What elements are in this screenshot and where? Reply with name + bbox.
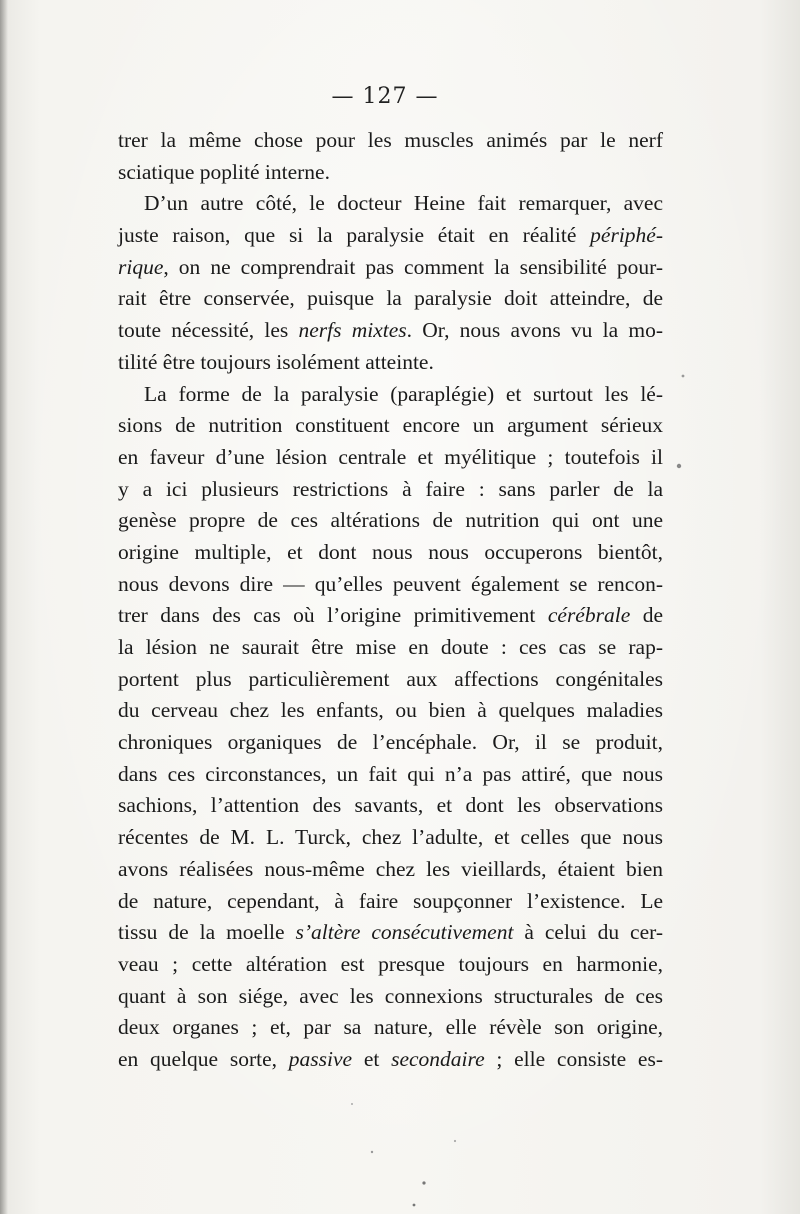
text-segment: quant à son siége, avec les connexions structurales de ces	[118, 983, 663, 1008]
text-line	[118, 695, 663, 727]
italic-text: s’altère consécutivement	[295, 920, 514, 945]
text-line	[118, 600, 663, 632]
text-segment: trer dans des cas où l’origine primitivement	[118, 603, 548, 628]
text-segment: veau ; cette altération est presque toujours en harmonie,	[118, 951, 663, 976]
text-line	[118, 252, 663, 284]
text-segment: origine multiple, et dont nous nous occuperons bientôt,	[118, 539, 663, 564]
text-line	[118, 347, 663, 379]
text-line	[118, 505, 663, 537]
text-segment: , on ne comprendrait pas comment la sensibilité pour-	[163, 254, 663, 279]
text-line	[118, 125, 663, 157]
text-segment: tilité être toujours isolément atteinte.	[118, 349, 434, 374]
italic-text: cérébrale	[547, 603, 631, 628]
text-line	[118, 188, 663, 220]
text-segment: sions de nutrition constituent encore un argument sérieux	[118, 413, 663, 438]
text-segment: juste raison, que si la paralysie était en réalité	[118, 223, 591, 248]
body-text	[118, 125, 663, 1076]
text-segment: de	[630, 603, 663, 628]
text-segment: de nature, cependant, à faire soupçonner l’existence. Le	[118, 888, 663, 913]
italic-text: rique	[118, 254, 164, 279]
text-line	[118, 474, 663, 506]
text-line	[118, 442, 663, 474]
text-segment: et	[352, 1046, 392, 1071]
text-segment: tissu de la moelle	[118, 920, 296, 945]
text-line	[118, 981, 663, 1013]
text-line	[118, 569, 663, 601]
text-segment: du cerveau chez les enfants, ou bien à quelques maladies	[118, 698, 663, 723]
italic-text: périphé-	[590, 223, 663, 248]
text-line	[118, 537, 663, 569]
text-line	[118, 220, 663, 252]
text-line	[118, 759, 663, 791]
text-segment: sachions, l’attention des savants, et dont les observations	[118, 793, 663, 818]
text-segment: récentes de M. L. Turck, chez l’adulte, et celles que nous	[118, 825, 663, 850]
text-segment: la lésion ne saurait être mise en doute : ces cas se rap-	[118, 635, 663, 659]
text-segment: deux organes ; et, par sa nature, elle révèle son origine,	[118, 1015, 663, 1040]
text-line	[118, 854, 663, 886]
text-line	[118, 410, 663, 442]
text-segment: sciatique poplité interne.	[118, 159, 330, 184]
text-segment: avons réalisées nous-même chez les vieillards, étaient bien	[118, 856, 663, 881]
text-line	[118, 1012, 663, 1044]
text-segment: y a ici plusieurs restrictions à faire : sans parler de la	[118, 476, 663, 501]
text-line	[118, 157, 663, 189]
text-segment: . Or, nous avons vu la mo-	[406, 318, 663, 343]
text-segment: à celui du cer-	[513, 920, 664, 945]
text-line	[118, 790, 663, 822]
text-segment: dans ces circonstances, un fait qui n’a pas attiré, que nous	[118, 761, 663, 786]
text-line	[118, 632, 663, 664]
text-segment: en faveur d’une lésion centrale et myélitique ; toutefois il	[118, 444, 663, 469]
text-segment: rait être conservée, puisque la paralysie doit atteindre, de	[118, 286, 663, 311]
text-line	[118, 283, 663, 315]
text-segment: D’un autre côté, le docteur Heine fait remarquer, avec	[144, 191, 663, 216]
text-segment: portent plus particulièrement aux affections congénitales	[118, 666, 663, 691]
text-segment: genèse propre de ces altérations de nutrition qui ont une	[118, 508, 663, 533]
text-segment: ; elle consiste es-	[484, 1046, 663, 1071]
italic-text: nerfs mixtes	[298, 318, 407, 343]
text-line	[118, 664, 663, 696]
page-gutter-shadow	[0, 0, 8, 1214]
text-line	[118, 917, 663, 949]
text-line	[118, 1044, 663, 1076]
text-line	[118, 822, 663, 854]
text-segment: en quelque sorte,	[118, 1046, 289, 1071]
text-line	[118, 886, 663, 918]
italic-text: secondaire	[391, 1046, 485, 1071]
italic-text: passive	[288, 1046, 353, 1071]
page-number-header: — 127 —	[331, 84, 439, 109]
text-segment: nous devons dire — qu’elles peuvent également se rencon-	[118, 571, 663, 596]
text-segment: chroniques organiques de l’encéphale. Or, il se produit,	[118, 730, 663, 755]
text-line	[118, 727, 663, 759]
text-line	[118, 379, 663, 411]
text-segment: trer la même chose pour les muscles animés par le nerf	[118, 128, 663, 152]
text-line	[118, 949, 663, 981]
text-segment: La forme de la paralysie (paraplégie) et surtout les lé-	[144, 381, 663, 406]
text-segment: toute nécessité, les	[118, 318, 299, 343]
text-line	[118, 315, 663, 347]
